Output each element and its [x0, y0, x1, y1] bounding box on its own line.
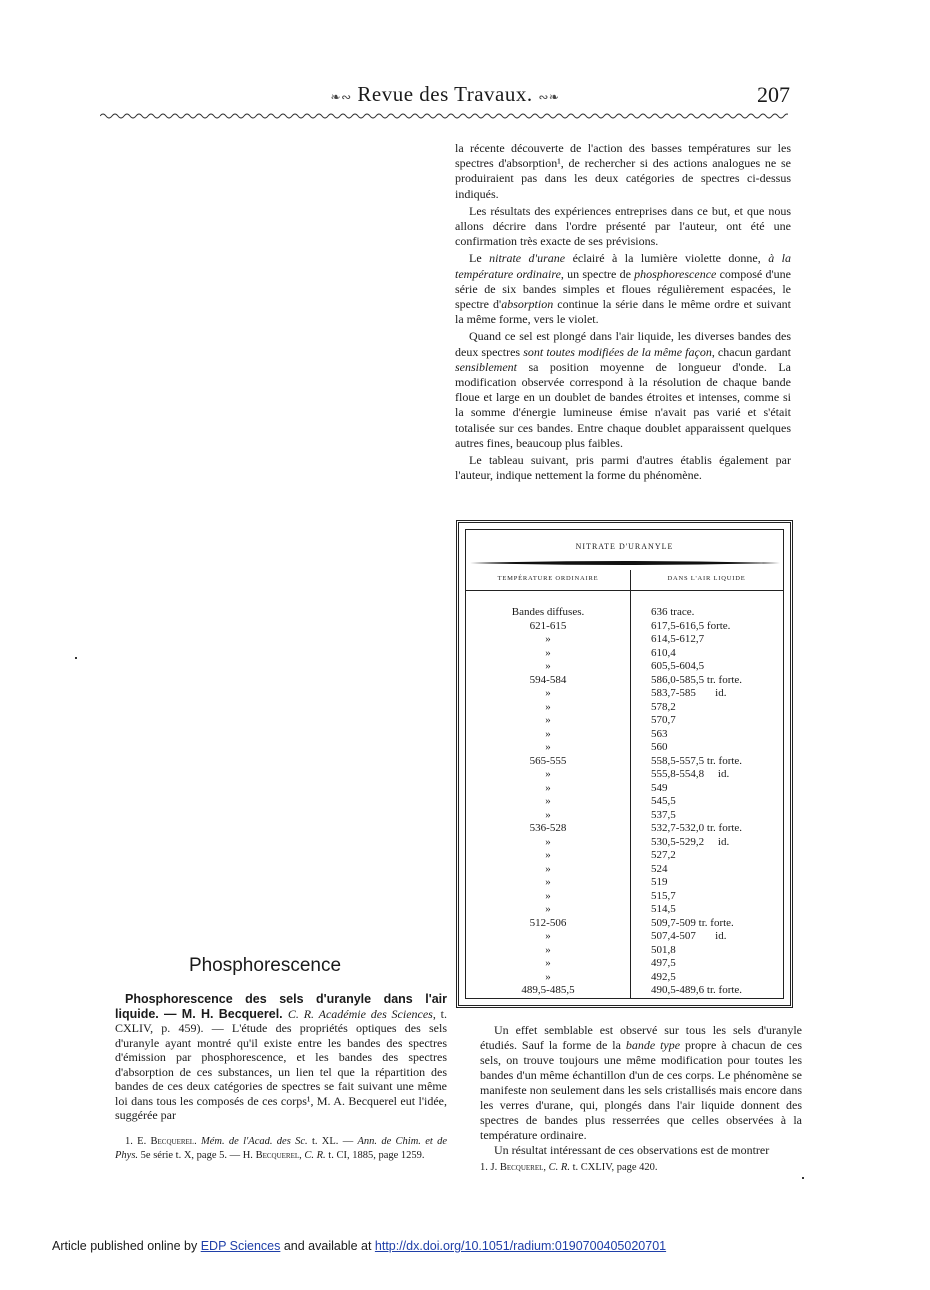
article-author: — M. H. Becquerel. — [158, 1006, 288, 1021]
cell-liquid-air: 560 — [651, 741, 668, 753]
cell-liquid-air: 490,5-489,6 tr. forte. — [651, 984, 743, 996]
table-header-rule — [466, 590, 783, 591]
cell-ordinary-temperature: » — [545, 849, 551, 861]
cell-liquid-air: 492,5 — [651, 970, 676, 983]
paragraph: Quand ce sel est plongé dans l'air liquide, les diverses bandes des deux spectres sont toutes modifiées de la même façon, chacun gardant sensiblement sa position moyenne de longueur d'onde. La modification observée correspond à la résolution de chaque bande floue et large en un doublet de bandes étroites et intenses, comme si la somme d'énergie lumineuse émise n'avait pas varié et s'était totalisée sur ces bandes. Entre chaque doublet apparaissent quelques autres fines, beaucoup plus faibles. — [455, 329, 792, 450]
table-row — [466, 876, 783, 890]
cell-ordinary-temperature: » — [545, 633, 551, 645]
paragraph: Le nitrate d'urane éclairé à la lumière violette donne, à la température ordinaire, un spectre de phosphorescence composé d'une série de six bandes simples et floues régulièrement espacées, le spectre d'absorption continue la série dans le même ordre et suivant la même forme, vers le violet. — [455, 251, 792, 327]
cell-ordinary-temperature: » — [545, 700, 551, 713]
table-row — [466, 674, 783, 688]
paragraph: la récente découverte de l'action des basses températures sur les spectres d'absorption¹, de rechercher si des actions analogues ne se produiraient pas dans les deux catégories de spectres ci-dessus indiqués. — [455, 141, 791, 201]
table-row — [466, 768, 783, 782]
article-paragraph: Phosphorescence des sels d'uranyle dans l'air liquide. — M. H. Becquerel. C. R. Académie des Sciences, t. CXLIV, p. 459). — L'étude des propriétés optiques des sels d'uranyle ayant montré qu'il existe entre les bandes des spectres d'émission par phosphorescence, et les bandes des spectres d'absorption de ces substances, un lien tel que la répartition des bandes de ces deux catégories de spectres se fait suivant une même loi dans tous les composés de ces corps¹, M. A. Becquerel eut l'idée, suggérée par — [115, 992, 447, 1122]
cell-liquid-air: 578,2 — [651, 700, 676, 713]
table-row — [466, 930, 783, 944]
cell-liquid-air: 497,5 — [651, 957, 676, 969]
cell-ordinary-temperature: » — [545, 889, 551, 902]
table-swell-rule — [470, 558, 780, 568]
cell-liquid-air: 514,5 — [651, 903, 676, 915]
cell-ordinary-temperature: » — [545, 741, 551, 753]
right-column-bottom-text — [480, 1023, 802, 1158]
right-column-text — [455, 141, 791, 485]
cell-liquid-air: 532,7-532,0 tr. forte. — [651, 822, 743, 834]
cell-liquid-air: 509,7-509 tr. forte. — [651, 916, 734, 929]
table-row — [466, 701, 783, 715]
cell-liquid-air: 527,2 — [651, 849, 676, 861]
cell-ordinary-temperature: 512-506 — [529, 916, 567, 929]
cell-ordinary-temperature: » — [545, 660, 551, 672]
table-row — [466, 836, 783, 850]
table-row — [466, 984, 783, 998]
cell-ordinary-temperature: » — [545, 808, 551, 821]
journal-section-title: Revue des Travaux. — [357, 82, 533, 106]
cell-ordinary-temperature: » — [545, 714, 551, 726]
table-row — [466, 647, 783, 661]
table-title: NITRATE D'URANYLE — [575, 542, 674, 551]
table-body — [466, 606, 783, 998]
cell-liquid-air: 555,8-554,8 id. — [651, 768, 730, 780]
cell-ordinary-temperature: » — [545, 862, 551, 875]
table-row — [466, 728, 783, 742]
cell-liquid-air: 563 — [651, 727, 668, 740]
footnote-right: 1. J. Becquerel, C. R. t. CXLIV, page 420. — [480, 1162, 658, 1173]
table-row — [466, 660, 783, 674]
cell-ordinary-temperature: 536-528 — [529, 822, 567, 834]
cell-liquid-air: 583,7-585 id. — [651, 687, 727, 699]
cell-liquid-air: 610,4 — [651, 646, 676, 659]
cell-liquid-air: 501,8 — [651, 943, 676, 956]
column-header-right: DANS L'AIR LIQUIDE — [667, 575, 746, 582]
cell-ordinary-temperature: » — [545, 646, 551, 659]
table-row — [466, 903, 783, 917]
publication-footer: Article published online by EDP Sciences and available at http://dx.doi.org/10.1051/radium:0190700405020701 — [52, 1239, 667, 1253]
table-row — [466, 795, 783, 809]
table-row — [466, 620, 783, 634]
cell-liquid-air: 519 — [651, 876, 668, 888]
cell-ordinary-temperature: Bandes diffuses. — [511, 606, 585, 618]
article-title: Phosphorescence des sels d'uranyle dans l'air liquide. — [115, 992, 447, 1021]
page-number: 207 — [757, 82, 790, 107]
doi-link[interactable]: http://dx.doi.org/10.1051/radium:0190700405020701 — [374, 1239, 667, 1253]
cell-liquid-air: 515,7 — [651, 889, 676, 902]
table-row — [466, 741, 783, 755]
table-row — [466, 606, 783, 620]
cell-ordinary-temperature: » — [545, 687, 551, 699]
cell-liquid-air: 524 — [651, 862, 668, 875]
cell-ordinary-temperature: » — [545, 943, 551, 956]
data-table — [456, 520, 793, 1008]
header-ornament-right-icon: ∾❧ — [538, 90, 560, 104]
table-row — [466, 863, 783, 877]
cell-liquid-air: 605,5-604,5 — [651, 660, 705, 672]
stray-mark — [75, 657, 77, 659]
cell-ordinary-temperature: 594-584 — [529, 673, 567, 686]
section-heading: Phosphorescence — [188, 955, 342, 976]
table-row — [466, 822, 783, 836]
cell-liquid-air: 507,4-507 id. — [651, 930, 727, 942]
cell-liquid-air: 549 — [651, 781, 668, 794]
cell-liquid-air: 537,5 — [651, 808, 676, 821]
cell-ordinary-temperature: » — [545, 970, 551, 983]
table-row — [466, 971, 783, 985]
cell-liquid-air: 530,5-529,2 id. — [651, 835, 730, 848]
table-row — [466, 809, 783, 823]
table-row — [466, 687, 783, 701]
cell-ordinary-temperature: » — [545, 781, 551, 794]
table-inner-border — [465, 529, 784, 999]
paragraph: Le tableau suivant, pris parmi d'autres établis également par l'auteur, indique nettement la forme du phénomène. — [455, 453, 791, 483]
cell-ordinary-temperature: » — [545, 795, 551, 807]
paragraph: Un résultat intéressant de ces observations est de montrer — [494, 1143, 770, 1157]
column-header-left: TEMPÉRATURE ORDINAIRE — [497, 575, 599, 582]
cell-ordinary-temperature: » — [545, 876, 551, 888]
table-row — [466, 849, 783, 863]
paragraph: Un effet semblable est observé sur tous les sels d'uranyle étudiés. Sauf la forme de la bande type propre à chacun de ces sels, on trouve toujours une même modification pour toutes les bandes d'un même échantillon d'un de ces corps. Le phénomène se manifeste non seulement dans les sels cristallisés mais encore dans les verres d'urane, qui, plongés dans l'air liquide donnent des spectres de bandes plus resserrées que celles observées à la température ordinaire. — [480, 1023, 802, 1142]
cell-liquid-air: 636 trace. — [651, 606, 695, 618]
cell-ordinary-temperature: 565-555 — [529, 754, 567, 767]
running-header-title — [300, 82, 590, 107]
table-row — [466, 917, 783, 931]
cell-ordinary-temperature: » — [545, 930, 551, 942]
cell-ordinary-temperature: 621-615 — [529, 619, 567, 632]
footnote-left: 1. E. Becquerel. Mém. de l'Acad. des Sc. t. XL. — Ann. de Chim. et de Phys. 5e série t. X, page 5. — H. Becquerel, C. R. t. CI, 1885, page 1259. — [115, 1136, 448, 1161]
cell-ordinary-temperature: » — [545, 903, 551, 915]
table-row — [466, 944, 783, 958]
cell-liquid-air: 614,5-612,7 — [651, 633, 705, 645]
cell-liquid-air: 570,7 — [651, 714, 676, 726]
cell-ordinary-temperature: » — [545, 835, 551, 848]
table-row — [466, 782, 783, 796]
table-row — [466, 633, 783, 647]
table-row — [466, 890, 783, 904]
table-row — [466, 755, 783, 769]
left-column-text — [115, 992, 447, 1123]
cell-liquid-air: 617,5-616,5 forte. — [651, 619, 731, 632]
cell-ordinary-temperature: » — [545, 768, 551, 780]
stray-mark — [802, 1177, 804, 1179]
paragraph: Les résultats des expériences entreprises dans ce but, et que nous allons décrire dans l'ordre présenté par l'auteur, ont été une confirmation très exacte de ses prévisions. — [455, 203, 791, 249]
publisher-link[interactable]: EDP Sciences — [200, 1239, 281, 1253]
cell-ordinary-temperature: 489,5-485,5 — [521, 984, 575, 996]
cell-liquid-air: 545,5 — [651, 795, 676, 807]
table-row — [466, 957, 783, 971]
table-row — [466, 714, 783, 728]
wavy-header-rule — [100, 112, 788, 120]
cell-ordinary-temperature: » — [545, 957, 551, 969]
cell-ordinary-temperature: » — [545, 727, 551, 740]
cell-liquid-air: 586,0-585,5 tr. forte. — [651, 673, 743, 686]
header-ornament-left-icon: ❧∾ — [330, 90, 352, 104]
cell-liquid-air: 558,5-557,5 tr. forte. — [651, 754, 743, 767]
